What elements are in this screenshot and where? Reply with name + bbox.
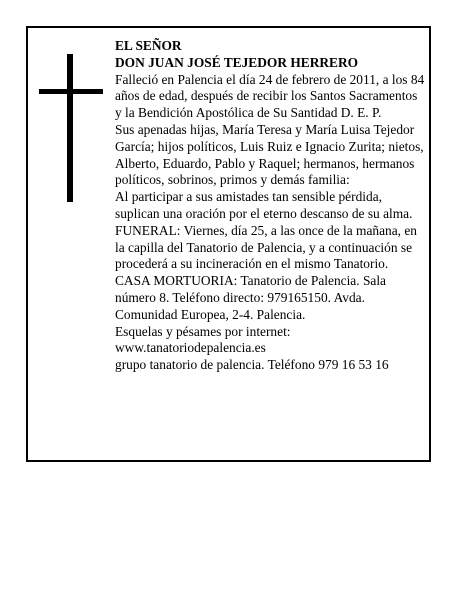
death-announcement: Falleció en Palencia el día 24 de febrero de 2011, a los 84 años de edad, después de recibir los Santos Sacramentos y la Bendición Apostólica de Su Santidad D. E. P.: [115, 71, 425, 121]
family-list: Sus apenadas hijas, María Teresa y María Luisa Tejedor García; hijos políticos, Luis Ruiz e Ignacio Zurita; nietos, Alberto, Eduardo, Pablo y Raquel; hermanos, hermanos políticos, sobrinos, primos y demás familia:: [115, 121, 424, 188]
internet-condolences-label: Esquelas y pésames por internet:: [115, 323, 291, 339]
obituary-notice-frame: [26, 26, 431, 462]
contact-phone: grupo tanatorio de palencia. Teléfono 979 16 53 16: [115, 357, 389, 373]
cross-vertical-bar: [67, 54, 73, 202]
cross-horizontal-bar: [39, 89, 103, 94]
notice-heading-line1: EL SEÑOR: [115, 38, 182, 53]
website-link[interactable]: www.tanatoriodepalencia.es: [115, 340, 266, 356]
mortuary-details: CASA MORTUORIA: Tanatorio de Palencia. Sala número 8. Teléfono directo: 979165150. Avda. Comunidad Europea, 2-4. Palencia.: [115, 273, 386, 322]
funeral-details: FUNERAL: Viernes, día 25, a las once de la mañana, en la capilla del Tanatorio de Palencia, y a continuación se procederá a su incineración en el mismo Tanatorio.: [115, 222, 418, 272]
obituary-text: [115, 38, 425, 374]
prayer-request: Al participar a sus amistades tan sensible pérdida, suplican una oración por el eterno descanso de su alma.: [115, 189, 413, 221]
latin-cross-icon: [39, 54, 103, 202]
deceased-name: DON JUAN JOSÉ TEJEDOR HERRERO: [115, 54, 359, 70]
